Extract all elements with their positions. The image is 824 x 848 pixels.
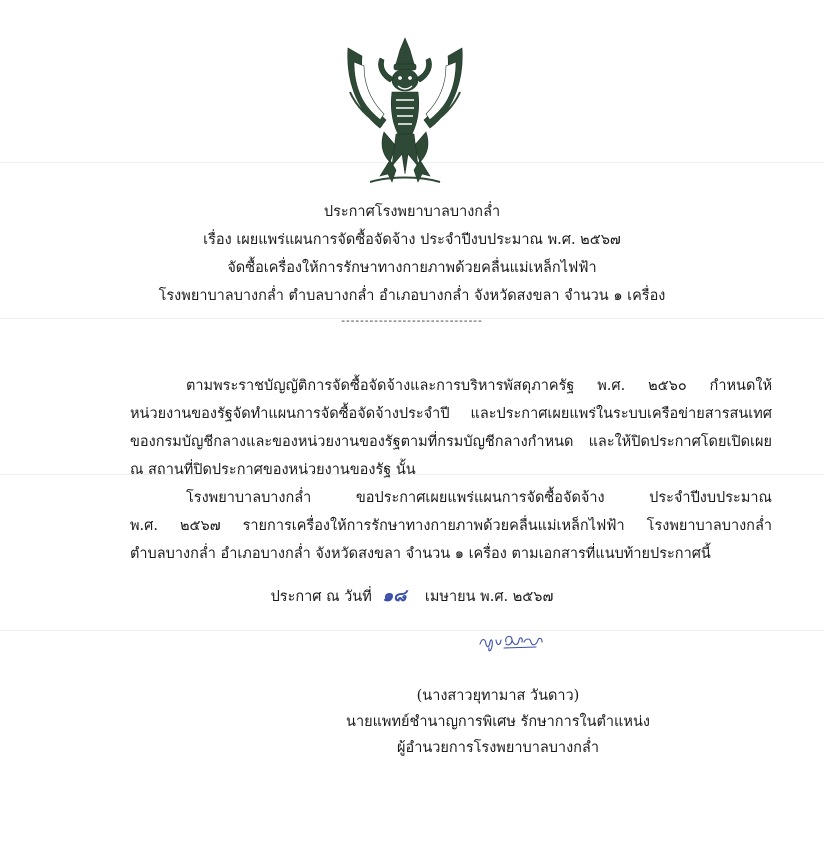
- header-divider: ------------------------------: [341, 314, 483, 327]
- scan-line: [0, 630, 824, 631]
- paragraph1-line2: หน่วยงานของรัฐจัดทำแผนการจัดซื้อจัดจ้างประจำปี และประกาศเผยแพร่ในระบบเครือข่ายสารสนเทศ: [130, 406, 772, 422]
- paragraph2-line1: โรงพยาบาลบางกล่ำ ขอประกาศเผยแพร่แผนการจัดซื้อจัดจ้าง ประจำปีงบประมาณ: [186, 490, 772, 506]
- location-line: โรงพยาบาลบางกล่ำ ตำบลบางกล่ำ อำเภอบางกล่ำ จังหวัดสงขลา จำนวน ๑ เครื่อง: [158, 288, 666, 304]
- paragraph1-line4: ณ สถานที่ปิดประกาศของหน่วยงานของรัฐ นั้น: [130, 462, 416, 478]
- handwritten-signature-icon: [476, 628, 546, 654]
- paragraph2-line3: ตำบลบางกล่ำ อำเภอบางกล่ำ จังหวัดสงขลา จำนวน ๑ เครื่อง ตามเอกสารที่แนบท้ายประกาศนี้: [130, 546, 711, 562]
- signatory-position2: ผู้อำนวยการโรงพยาบาลบางกล่ำ: [397, 740, 599, 756]
- garuda-emblem-icon: [340, 36, 470, 186]
- issuer-title: ประกาศโรงพยาบาลบางกล่ำ: [323, 204, 501, 220]
- announcement-date: [0, 582, 824, 609]
- date-day: ๑๘: [382, 586, 407, 606]
- paragraph1-line3: ของกรมบัญชีกลางและของหน่วยงานของรัฐตามที่กรมบัญชีกลางกำหนด และให้ปิดประกาศโดยเปิดเผย: [130, 434, 772, 450]
- paragraph1-line1: ตามพระราชบัญญัติการจัดซื้อจัดจ้างและการบริหารพัสดุภาครัฐ พ.ศ. ๒๕๖๐ กำหนดให้: [186, 378, 772, 394]
- signatory-position1: นายแพทย์ชำนาญการพิเศษ รักษาการในตำแหน่ง: [346, 714, 650, 730]
- date-prefix: ประกาศ ณ วันที่: [270, 589, 372, 605]
- subject-line: เรื่อง เผยแพร่แผนการจัดซื้อจัดจ้าง ประจำปีงบประมาณ พ.ศ. ๒๕๖๗: [203, 232, 621, 248]
- signatory-name: (นางสาวยุทามาส วันดาว): [416, 688, 580, 704]
- item-line: จัดซื้อเครื่องให้การรักษาทางกายภาพด้วยคลื่นแม่เหล็กไฟฟ้า: [227, 260, 597, 276]
- paragraph2-line2: พ.ศ. ๒๕๖๗ รายการเครื่องให้การรักษาทางกายภาพด้วยคลื่นแม่เหล็กไฟฟ้า โรงพยาบาลบางกล่ำ: [130, 518, 772, 534]
- date-month-year: เมษายน พ.ศ. ๒๕๖๗: [424, 589, 554, 605]
